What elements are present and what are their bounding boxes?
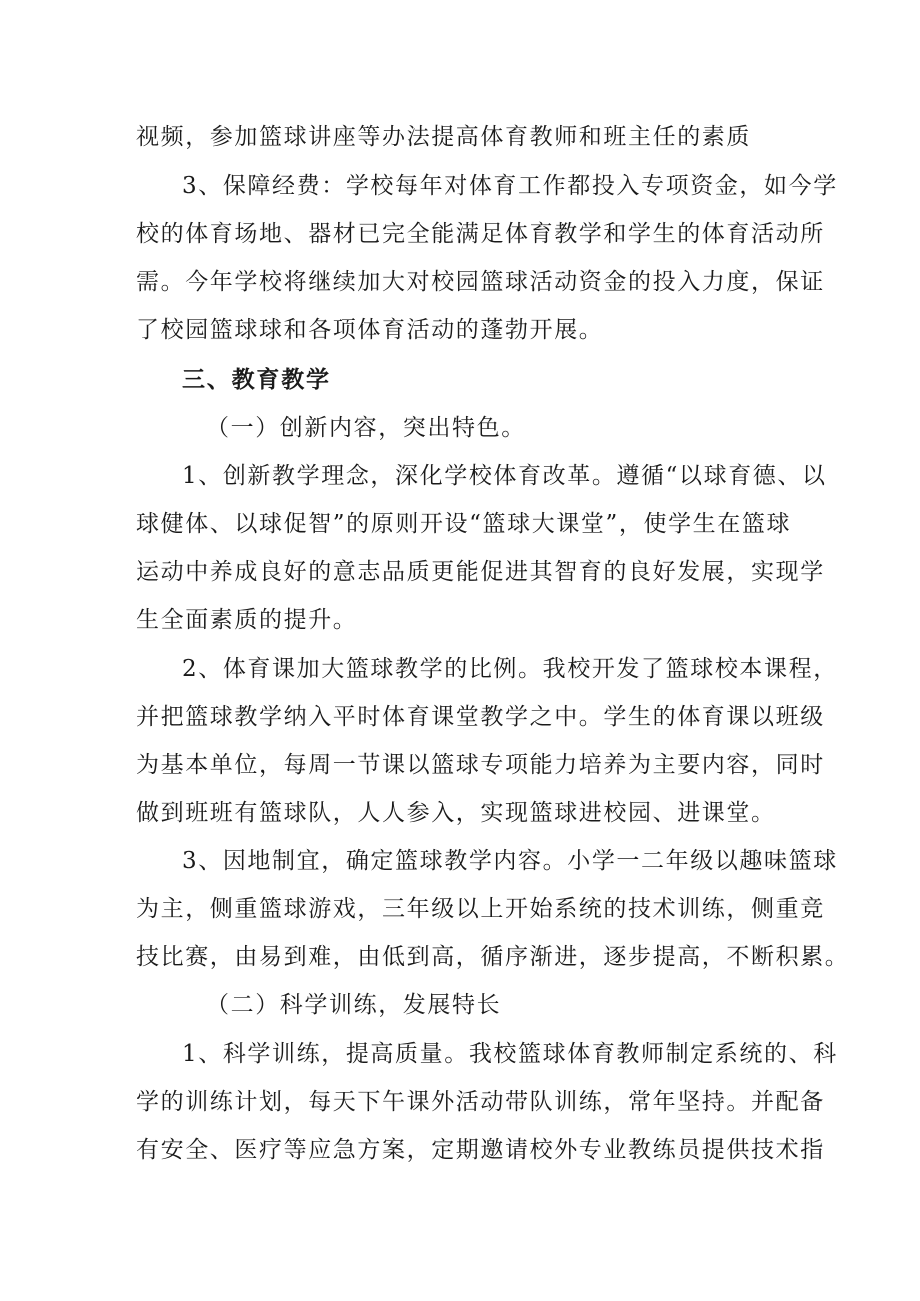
- subsection-heading: （一）创新内容，突出特色。: [206, 415, 526, 441]
- paragraph-line: 运动中养成良好的意志品质更能促进其智育的良好发展，实现学: [136, 559, 825, 585]
- paragraph-line: 为基本单位，每周一节课以篮球专项能力培养为主要内容，同时: [136, 752, 825, 778]
- paragraph-line: 学的训练计划，每天下午课外活动带队训练，常年坚持。并配备: [136, 1089, 825, 1115]
- paragraph-line: 并把篮球教学纳入平时体育课堂教学之中。学生的体育课以班级: [136, 704, 825, 730]
- paragraph-line: 视频，参加篮球讲座等办法提高体育教师和班主任的素质: [136, 124, 751, 150]
- paragraph-line: 3、保障经费：学校每年对体育工作都投入专项资金，如今学: [182, 173, 838, 199]
- paragraph-line: 2、体育课加大篮球教学的比例。我校开发了篮球校本课程，: [182, 656, 838, 682]
- paragraph-line: 校的体育场地、器材已完全能满足体育教学和学生的体育活动所: [136, 221, 825, 247]
- paragraph-line: 为主，侧重篮球游戏，三年级以上开始系统的技术训练，侧重竞: [136, 896, 825, 922]
- paragraph-line: 需。今年学校将继续加大对校园篮球活动资金的投入力度，保证: [136, 269, 825, 295]
- paragraph-line: 生全面素质的提升。: [136, 607, 358, 633]
- paragraph-line: 技比赛，由易到难，由低到高，循序渐进，逐步提高，不断积累。: [136, 944, 850, 970]
- paragraph-line: 1、创新教学理念，深化学校体育改革。遵循“以球育德、以: [182, 463, 827, 489]
- paragraph-line: 球健体、以球促智”的原则开设“篮球大课堂”，使学生在篮球: [136, 511, 792, 537]
- subsection-heading: （二）科学训练，发展特长: [206, 992, 502, 1018]
- paragraph-line: 1、科学训练，提高质量。我校篮球体育教师制定系统的、科: [182, 1041, 838, 1067]
- paragraph-line: 有安全、医疗等应急方案，定期邀请校外专业教练员提供技术指: [136, 1137, 825, 1163]
- paragraph-line: 3、因地制宜，确定篮球教学内容。小学一二年级以趣味篮球: [182, 848, 838, 874]
- section-heading: 三、教育教学: [182, 367, 331, 393]
- paragraph-line: 了校园篮球球和各项体育活动的蓬勃开展。: [136, 317, 604, 343]
- paragraph-line: 做到班班有篮球队，人人参入，实现篮球进校园、进课堂。: [136, 800, 776, 826]
